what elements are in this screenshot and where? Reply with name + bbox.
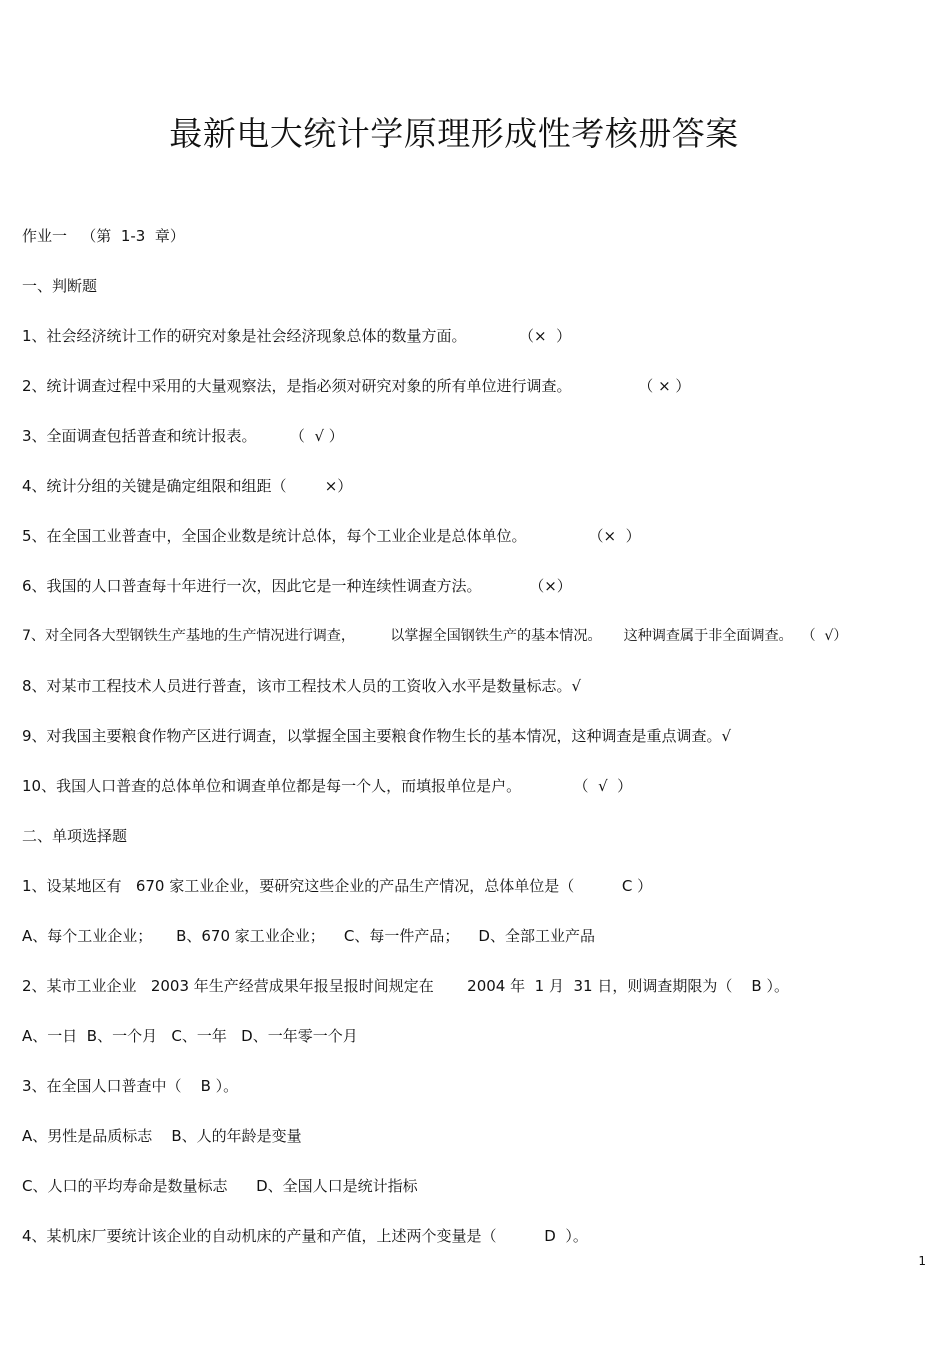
option-line: A、一日 B、一个月 C、一年 D、一年零一个月 [22, 1027, 358, 1045]
question-line: 1、社会经济统计工作的研究对象是社会经济现象总体的数量方面。 （× ） [22, 327, 572, 345]
question-line: 6、我国的人口普查每十年进行一次，因此它是一种连续性调查方法。 （×） [22, 577, 572, 595]
document-title: 最新电大统计学原理形成性考核册答案 [169, 114, 739, 153]
question-line: 5、在全国工业普查中，全国企业数是统计总体，每个工业企业是总体单位。 （× ） [22, 527, 641, 545]
section-heading-homework-1: 作业一 （第 1-3 章） [22, 227, 185, 245]
question-line: 2、某市工业企业 2003 年生产经营成果年报呈报时间规定在 2004 年 1 月 31 日，则调查期限为（ B ）。 [22, 977, 789, 995]
question-line: 3、在全国人口普查中（ B ）。 [22, 1077, 239, 1095]
question-line: 7、对全同各大型钢铁生产基地的生产情况进行调查， 以掌握全国钢铁生产的基本情况。 这种调查属于非全面调查。 （ √） [22, 628, 848, 644]
option-line: A、每个工业企业； B、670 家工业企业； C、每一件产品； D、全部工业产品 [22, 927, 595, 945]
section-heading-single-choice: 二、单项选择题 [22, 827, 128, 845]
question-line: 1、设某地区有 670 家工业企业，要研究这些企业的产品生产情况，总体单位是（ C ） [22, 877, 653, 895]
page-number: 1 [918, 1254, 926, 1268]
section-heading-true-false: 一、判断题 [22, 277, 98, 295]
question-line: 4、统计分组的关键是确定组限和组距（ ×） [22, 477, 353, 495]
question-line: 2、统计调查过程中采用的大量观察法，是指必须对研究对象的所有单位进行调查。 （ × ） [22, 377, 691, 395]
question-line: 4、某机床厂要统计该企业的自动机床的产量和产值，上述两个变量是（ D ）。 [22, 1227, 588, 1245]
option-line: C、人口的平均寿命是数量标志 D、全国人口是统计指标 [22, 1177, 418, 1195]
option-line: A、男性是品质标志 B、人的年龄是变量 [22, 1127, 302, 1145]
question-line: 3、全面调查包括普查和统计报表。 （ √ ） [22, 427, 344, 445]
question-line: 8、对某市工程技术人员进行普查，该市工程技术人员的工资收入水平是数量标志。√ [22, 677, 582, 695]
question-line: 10、我国人口普查的总体单位和调查单位都是每一个人，而填报单位是户。 （ √ ） [22, 777, 633, 795]
question-line: 9、对我国主要粮食作物产区进行调查，以掌握全国主要粮食作物生长的基本情况，这种调查是重点调查。√ [22, 727, 732, 745]
